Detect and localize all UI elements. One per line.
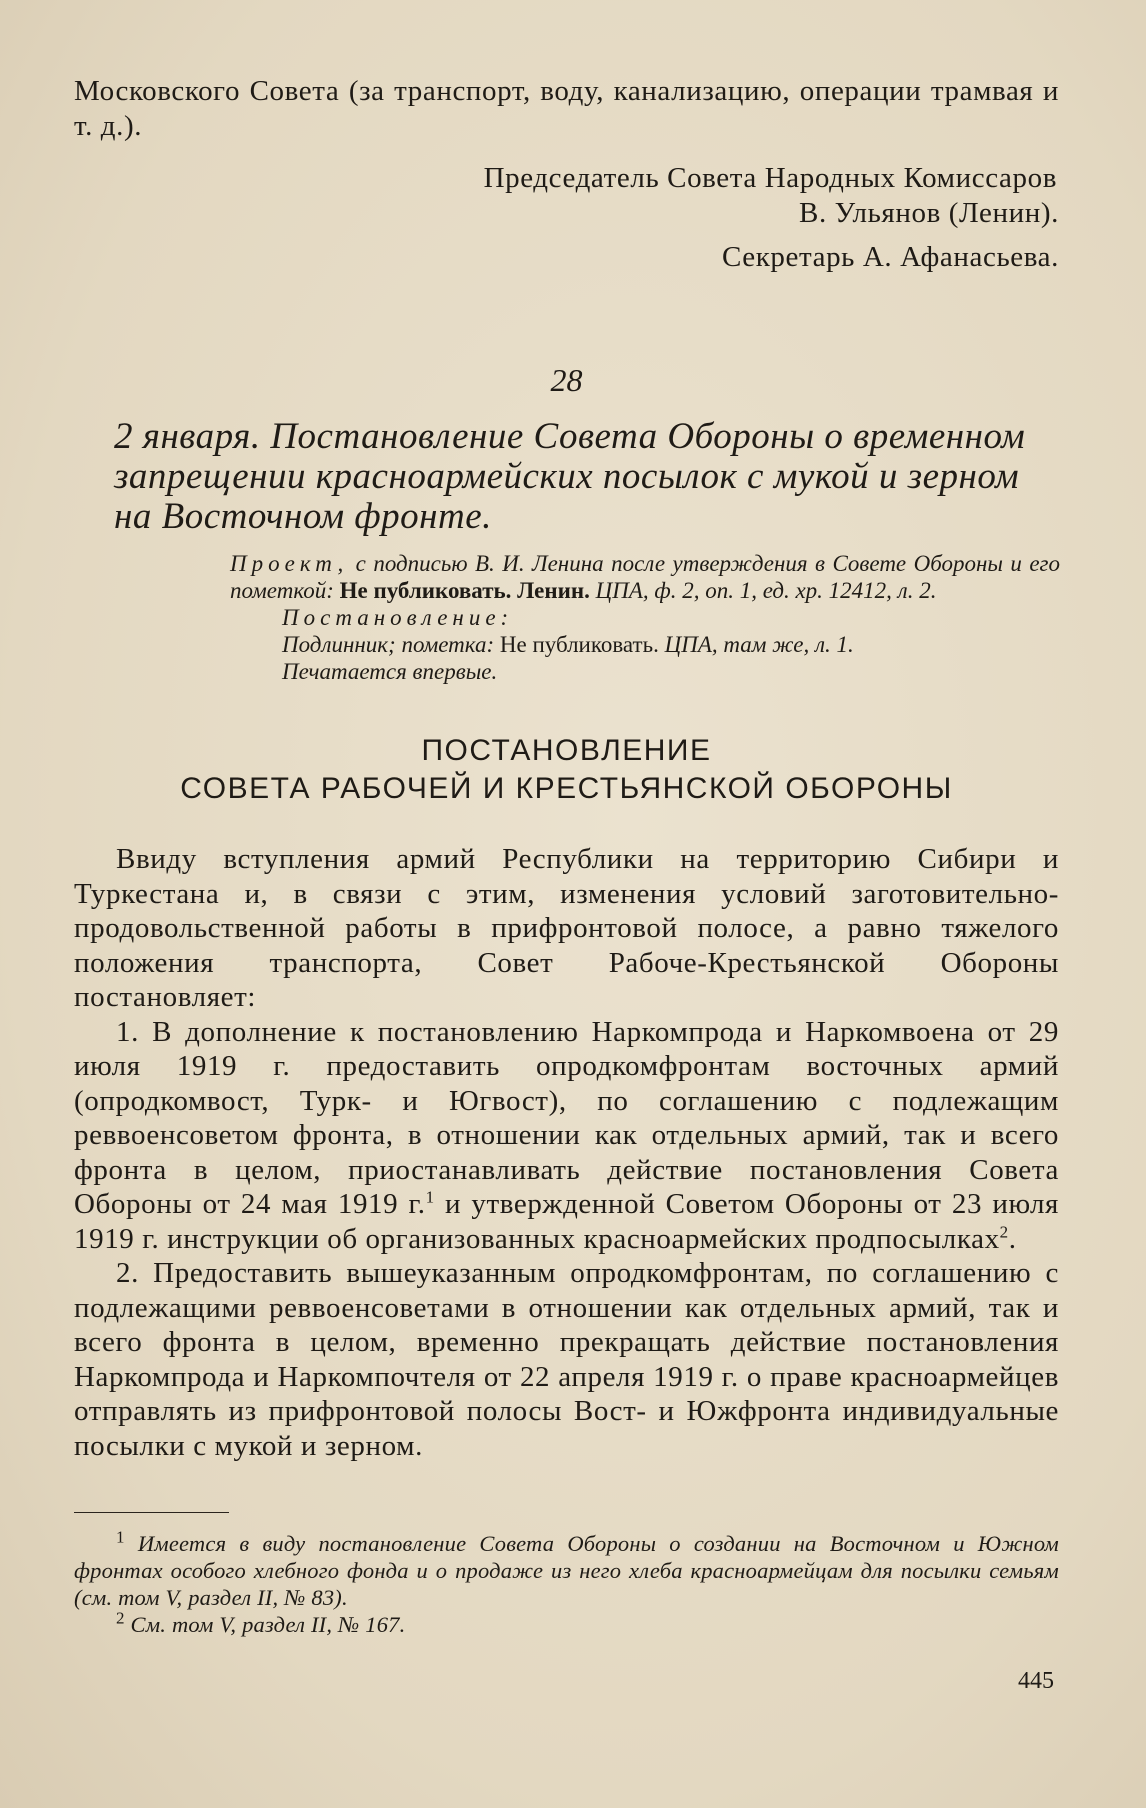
- page-number: 445: [1018, 1668, 1054, 1694]
- archival-note: [230, 550, 1060, 685]
- signature-chair: Председатель Совета Народных Комиссаров: [483, 162, 1057, 194]
- note-first-print: Печатается впервые.: [282, 659, 498, 684]
- footnote-ref-1: 1: [425, 1187, 435, 1207]
- footnote-ref-2: 2: [999, 1221, 1009, 1241]
- footnote-divider: [74, 1512, 229, 1513]
- point-1-text-b: и утвержденной Советом Обороны от 23 июля 1919 г. инструкции об организованных красноармейских продпосылках: [74, 1188, 1059, 1255]
- note-resolution-label: Постановление:: [282, 605, 514, 630]
- note-original-text: Подлинник; пометка:: [282, 632, 495, 657]
- resolution-title: [74, 732, 1059, 808]
- point-1-paragraph: [74, 1015, 1059, 1257]
- footnote-2-marker: 2: [116, 1608, 125, 1628]
- resolution-body: [74, 842, 1059, 1463]
- previous-document-ending: [74, 74, 1059, 275]
- note-project-label: Проект,: [230, 551, 349, 576]
- footnotes: [74, 1527, 1059, 1638]
- preamble-paragraph: Ввиду вступления армий Республики на территорию Сибири и Туркестана и, в связи с этим, изменения условий заготовительно-продовольственной работы в прифронтовой полосе, а равно тяжелого положения транспорта, Совет Рабоче-Крестьянской Обороны постановляет:: [74, 843, 1059, 1013]
- note-project-source: ЦПА, ф. 2, оп. 1, ед. хр. 12412, л. 2.: [595, 578, 937, 603]
- signature-name: В. Ульянов (Ленин).: [799, 196, 1059, 229]
- footnote-1-marker: 1: [116, 1527, 125, 1547]
- document-number: 28: [550, 362, 583, 398]
- document-heading: 2 января. Постановление Совета Обороны о временном запрещении красноармейских посылок с мукой и зерном на Восточном фронте.: [114, 416, 1026, 537]
- signature-secretary: Секретарь А. Афанасьева.: [721, 241, 1059, 273]
- footnote-2-text: См. том V, раздел II, № 167.: [130, 1612, 406, 1637]
- title-line-1: ПОСТАНОВЛЕНИЕ: [421, 734, 712, 767]
- note-project-text: с подписью В. И. Ленина после утверждения в Совете Обороны и его пометкой:: [230, 551, 1061, 603]
- note-original-source: ЦПА, там же, л. 1.: [664, 632, 854, 657]
- point-2-paragraph: 2. Предоставить вышеуказанным опродкомфронтам, по соглашению с подлежащими реввоенсоветами в отношении как отдельных армий, так и всего фронта в целом, временно прекращать действие постановления Наркомпрода и Наркомпочтеля от 22 апреля 1919 г. о праве красноармейцев отправлять из прифронтовой полосы Вост- и Южфронта индивидуальные посылки с мукой и зерном.: [74, 1257, 1059, 1462]
- point-1-text-c: .: [1008, 1222, 1017, 1255]
- footnote-1-text: Имеется в виду постановление Совета Обороны о создании на Восточном и Южном фронтах особого хлебного фонда и о продаже из него хлеба красноармейцам для посылки семьям (см. том V, раздел II, № 83).: [74, 1531, 1059, 1610]
- document-header: [74, 362, 1059, 537]
- continuation-text: Московского Совета (за транспорт, воду, канализацию, операции трамвая и т. д.).: [74, 75, 1059, 142]
- note-project-mark: Не публиковать. Ленин.: [339, 578, 590, 603]
- footnote-2: [74, 1608, 1059, 1638]
- footnote-1: [74, 1527, 1059, 1611]
- point-1-text-a: 1. В дополнение к постановлению Наркомпрода и Наркомвоена от 29 июля 1919 г. предоставить опродкомфронтам восточных армий (опродкомвост, Турк- и Югвост), по соглашению с подлежащим реввоенсоветом фронта, в отношении как отдельных армий, так и всего фронта в целом, приостанавливать действие постановления Совета Обороны от 24 мая 1919 г.: [74, 1015, 1059, 1220]
- note-original-mark: Не публиковать.: [499, 632, 659, 657]
- title-line-2: СОВЕТА РАБОЧЕЙ И КРЕСТЬЯНСКОЙ ОБОРОНЫ: [180, 772, 953, 805]
